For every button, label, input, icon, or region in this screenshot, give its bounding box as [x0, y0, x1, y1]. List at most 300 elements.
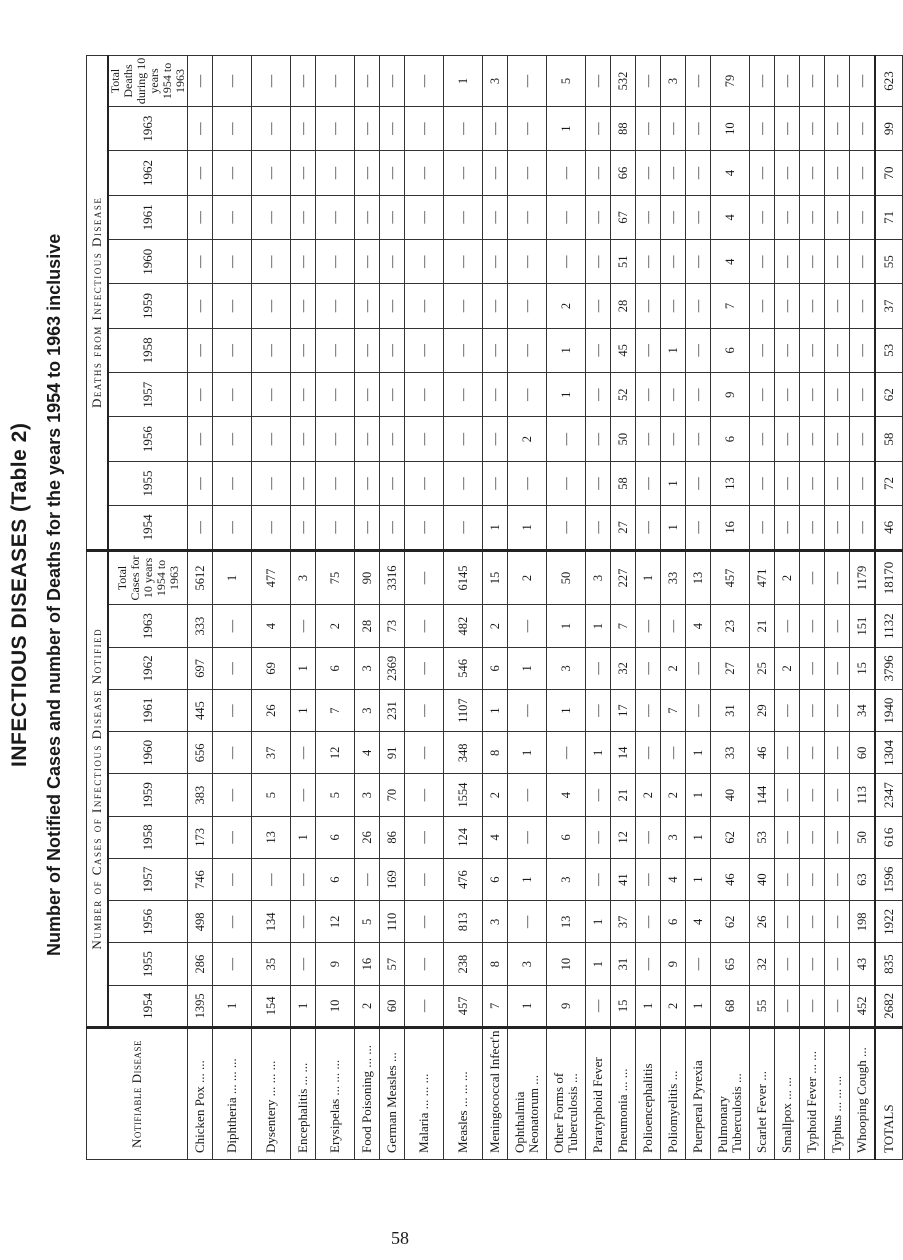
deaths-cell: 4: [711, 240, 750, 284]
table-row: [508, 56, 547, 1160]
deaths-cell: —: [686, 328, 711, 372]
total-cases-cell: 50: [547, 550, 586, 605]
cases-cell: 37: [611, 901, 636, 943]
disease-name: Typhoid Fever ... ...: [800, 1027, 825, 1159]
deaths-cell: —: [508, 106, 547, 150]
deaths-cell: —: [636, 106, 661, 150]
cases-cell: —: [800, 943, 825, 985]
deaths-cell: —: [213, 328, 252, 372]
deaths-cell: —: [825, 151, 850, 195]
deaths-cell: —: [405, 506, 444, 550]
deaths-cell: —: [483, 195, 508, 239]
cases-cell: 1: [686, 816, 711, 858]
cases-cell: —: [291, 605, 316, 647]
table-row: [825, 56, 850, 1160]
total-deaths-cell: 3: [661, 56, 686, 107]
cases-cell: 1: [586, 732, 611, 774]
deaths-cell: —: [750, 240, 775, 284]
totals-deaths-cell: 71: [875, 195, 903, 239]
cases-cell: —: [800, 732, 825, 774]
cases-cell: 2: [661, 647, 686, 689]
deaths-cell: —: [444, 506, 483, 550]
deaths-cell: —: [775, 106, 800, 150]
deaths-cell: —: [355, 284, 380, 328]
deaths-cell: —: [686, 240, 711, 284]
deaths-cell: —: [825, 328, 850, 372]
deaths-cell: —: [508, 284, 547, 328]
cases-cell: 1: [547, 605, 586, 647]
table-row: [661, 56, 686, 1160]
total-deaths-cell: 5: [547, 56, 586, 107]
deaths-cell: —: [355, 506, 380, 550]
deaths-cell: 58: [611, 461, 636, 505]
cases-cell: 12: [611, 816, 636, 858]
header-deaths-year: 1958: [108, 328, 188, 372]
deaths-cell: —: [800, 417, 825, 461]
total-deaths-cell: 79: [711, 56, 750, 107]
deaths-cell: —: [213, 284, 252, 328]
cases-cell: —: [825, 732, 850, 774]
totals-deaths-cell: 46: [875, 506, 903, 550]
cases-cell: —: [825, 943, 850, 985]
deaths-cell: —: [213, 506, 252, 550]
deaths-cell: —: [405, 373, 444, 417]
cases-cell: 348: [444, 732, 483, 774]
deaths-cell: —: [686, 461, 711, 505]
cases-cell: —: [586, 774, 611, 816]
cases-cell: —: [213, 732, 252, 774]
cases-cell: 10: [316, 985, 355, 1027]
header-cases-year: 1963: [108, 605, 188, 647]
cases-cell: 2: [483, 774, 508, 816]
cases-cell: —: [775, 689, 800, 731]
deaths-cell: —: [252, 284, 291, 328]
deaths-cell: 2: [547, 284, 586, 328]
header-total-cases: Total Cases for 10 years 1954 to 1963: [108, 550, 188, 605]
cases-cell: 1: [586, 943, 611, 985]
deaths-cell: —: [316, 284, 355, 328]
table-row: [213, 56, 252, 1160]
deaths-cell: —: [188, 195, 213, 239]
cases-cell: —: [291, 901, 316, 943]
total-cases-cell: 5612: [188, 550, 213, 605]
cases-cell: —: [800, 647, 825, 689]
deaths-cell: —: [775, 417, 800, 461]
table-row: [636, 56, 661, 1160]
deaths-cell: —: [661, 106, 686, 150]
cases-cell: —: [586, 689, 611, 731]
deaths-cell: 67: [611, 195, 636, 239]
deaths-cell: —: [405, 240, 444, 284]
deaths-cell: 1: [508, 506, 547, 550]
deaths-cell: —: [825, 195, 850, 239]
deaths-cell: —: [825, 106, 850, 150]
cases-cell: 5: [252, 774, 291, 816]
header-deaths-year: 1955: [108, 461, 188, 505]
cases-cell: 1: [636, 985, 661, 1027]
totals-cases-cell: 616: [875, 816, 903, 858]
cases-cell: —: [825, 985, 850, 1027]
deaths-cell: —: [636, 461, 661, 505]
disease-name: Paratyphoid Fever: [586, 1027, 611, 1159]
disease-name: Erysipelas ... ... ...: [316, 1027, 355, 1159]
header-total-deaths: Total Deaths during 10 years 1954 to 1963: [108, 56, 188, 107]
cases-cell: 2: [483, 605, 508, 647]
deaths-cell: 9: [711, 373, 750, 417]
header-cases-year: 1955: [108, 943, 188, 985]
total-cases-cell: 33: [661, 550, 686, 605]
deaths-cell: —: [252, 195, 291, 239]
header-deaths-year: 1956: [108, 417, 188, 461]
deaths-cell: —: [547, 461, 586, 505]
cases-cell: 37: [252, 732, 291, 774]
cases-cell: 154: [252, 985, 291, 1027]
cases-cell: 198: [850, 901, 876, 943]
cases-cell: —: [775, 985, 800, 1027]
totals-deaths-cell: 58: [875, 417, 903, 461]
deaths-cell: —: [444, 195, 483, 239]
cases-cell: 1: [508, 732, 547, 774]
deaths-cell: —: [188, 284, 213, 328]
table-row: [547, 56, 586, 1160]
deaths-cell: 1: [547, 373, 586, 417]
deaths-cell: —: [586, 328, 611, 372]
deaths-cell: —: [686, 284, 711, 328]
deaths-cell: —: [636, 417, 661, 461]
header-cases-year: 1957: [108, 858, 188, 900]
deaths-cell: —: [355, 195, 380, 239]
disease-name: Meningococcal Infect'n: [483, 1027, 508, 1159]
deaths-cell: —: [380, 506, 405, 550]
cases-cell: —: [586, 647, 611, 689]
deaths-cell: —: [188, 417, 213, 461]
deaths-cell: —: [291, 461, 316, 505]
disease-name: Food Poisoning ... ...: [355, 1027, 380, 1159]
cases-cell: 1: [686, 985, 711, 1027]
cases-cell: —: [686, 647, 711, 689]
deaths-cell: —: [750, 195, 775, 239]
cases-cell: 3: [355, 647, 380, 689]
deaths-cell: —: [316, 461, 355, 505]
deaths-cell: —: [213, 106, 252, 150]
deaths-cell: 66: [611, 151, 636, 195]
deaths-cell: —: [405, 417, 444, 461]
deaths-cell: —: [213, 240, 252, 284]
total-deaths-cell: —: [291, 56, 316, 107]
deaths-cell: —: [661, 417, 686, 461]
cases-cell: 697: [188, 647, 213, 689]
cases-cell: 3: [355, 774, 380, 816]
cases-cell: —: [636, 605, 661, 647]
deaths-cell: —: [316, 417, 355, 461]
deaths-cell: —: [825, 506, 850, 550]
totals-row: [875, 56, 903, 1160]
table-row: [355, 56, 380, 1160]
cases-cell: 1: [686, 774, 711, 816]
deaths-cell: —: [636, 195, 661, 239]
table-row: [686, 56, 711, 1160]
cases-cell: —: [636, 647, 661, 689]
deaths-cell: —: [483, 151, 508, 195]
disease-name: Pulmonary Tuberculosis ...: [711, 1027, 750, 1159]
cases-cell: 9: [316, 943, 355, 985]
disease-name: Pneumonia ... ...: [611, 1027, 636, 1159]
deaths-cell: —: [213, 195, 252, 239]
cases-cell: 60: [850, 732, 876, 774]
deaths-cell: —: [380, 240, 405, 284]
cases-cell: 35: [252, 943, 291, 985]
total-deaths-cell: —: [316, 56, 355, 107]
page-subtitle: Number of Notified Cases and number of Deaths for the years 1954 to 1963 inclusive: [44, 233, 64, 957]
table-row: [711, 56, 750, 1160]
totals-cases-cell: 2682: [875, 985, 903, 1027]
cases-cell: 1: [586, 901, 611, 943]
deaths-cell: —: [252, 151, 291, 195]
totals-deaths-cell: 99: [875, 106, 903, 150]
cases-cell: 5: [355, 901, 380, 943]
cases-cell: 482: [444, 605, 483, 647]
cases-cell: —: [291, 943, 316, 985]
cases-cell: —: [213, 816, 252, 858]
cases-cell: 46: [711, 858, 750, 900]
cases-cell: —: [213, 774, 252, 816]
deaths-cell: —: [508, 195, 547, 239]
deaths-cell: —: [355, 106, 380, 150]
total-cases-cell: 457: [711, 550, 750, 605]
table-row: [380, 56, 405, 1160]
deaths-cell: —: [586, 106, 611, 150]
deaths-cell: 4: [711, 195, 750, 239]
deaths-cell: —: [213, 373, 252, 417]
deaths-cell: 6: [711, 417, 750, 461]
cases-cell: 12: [316, 732, 355, 774]
cases-cell: —: [636, 901, 661, 943]
cases-cell: 1554: [444, 774, 483, 816]
deaths-cell: —: [686, 417, 711, 461]
cases-cell: —: [800, 985, 825, 1027]
header-cases-year: 1961: [108, 689, 188, 731]
deaths-cell: —: [547, 195, 586, 239]
deaths-cell: —: [380, 151, 405, 195]
cases-cell: —: [213, 605, 252, 647]
cases-cell: —: [405, 858, 444, 900]
cases-cell: 1395: [188, 985, 213, 1027]
header-notifiable-disease: Notifiable Disease: [87, 1027, 188, 1159]
deaths-cell: —: [586, 151, 611, 195]
disease-name: Dysentery ... ... ...: [252, 1027, 291, 1159]
deaths-cell: —: [291, 240, 316, 284]
cases-cell: —: [775, 858, 800, 900]
totals-deaths-cell: 53: [875, 328, 903, 372]
header-deaths-year: 1959: [108, 284, 188, 328]
cases-cell: 13: [252, 816, 291, 858]
cases-cell: —: [661, 605, 686, 647]
total-cases-cell: 471: [750, 550, 775, 605]
deaths-cell: —: [686, 506, 711, 550]
cases-cell: 4: [355, 732, 380, 774]
cases-cell: 113: [850, 774, 876, 816]
disease-name: Scarlet Fever ...: [750, 1027, 775, 1159]
cases-cell: —: [686, 943, 711, 985]
deaths-cell: —: [483, 240, 508, 284]
deaths-cell: —: [661, 195, 686, 239]
cases-cell: 50: [850, 816, 876, 858]
header-cases-year: 1960: [108, 732, 188, 774]
deaths-cell: —: [825, 284, 850, 328]
total-cases-cell: —: [405, 550, 444, 605]
deaths-cell: 50: [611, 417, 636, 461]
cases-cell: 5: [316, 774, 355, 816]
cases-cell: —: [213, 858, 252, 900]
deaths-cell: —: [750, 417, 775, 461]
cases-cell: —: [800, 901, 825, 943]
deaths-cell: —: [355, 328, 380, 372]
deaths-cell: 1: [547, 106, 586, 150]
deaths-cell: —: [483, 417, 508, 461]
deaths-cell: —: [291, 106, 316, 150]
deaths-cell: —: [188, 461, 213, 505]
total-deaths-cell: —: [850, 56, 876, 107]
cases-cell: 21: [611, 774, 636, 816]
disease-name: Puerperal Pyrexia: [686, 1027, 711, 1159]
deaths-cell: —: [316, 195, 355, 239]
cases-cell: —: [775, 816, 800, 858]
cases-cell: 43: [850, 943, 876, 985]
cases-cell: —: [686, 689, 711, 731]
deaths-cell: —: [405, 328, 444, 372]
deaths-cell: —: [483, 328, 508, 372]
deaths-cell: —: [355, 151, 380, 195]
deaths-cell: —: [661, 373, 686, 417]
deaths-cell: —: [586, 240, 611, 284]
cases-cell: 498: [188, 901, 213, 943]
cases-cell: 151: [850, 605, 876, 647]
cases-cell: 2: [661, 774, 686, 816]
deaths-cell: —: [188, 373, 213, 417]
deaths-cell: —: [405, 151, 444, 195]
totals-deaths-cell: 70: [875, 151, 903, 195]
header-cases-year: 1962: [108, 647, 188, 689]
deaths-cell: —: [586, 506, 611, 550]
cases-cell: 55: [750, 985, 775, 1027]
cases-cell: —: [825, 858, 850, 900]
deaths-cell: —: [444, 240, 483, 284]
disease-name: Encephalitis ... ...: [291, 1027, 316, 1159]
year-header-row: [108, 56, 188, 1160]
table-row: [750, 56, 775, 1160]
deaths-cell: —: [850, 240, 876, 284]
totals-cases-cell: 1132: [875, 605, 903, 647]
cases-cell: 1: [508, 985, 547, 1027]
cases-cell: 2: [636, 774, 661, 816]
cases-cell: 31: [611, 943, 636, 985]
cases-cell: 12: [316, 901, 355, 943]
deaths-cell: —: [355, 240, 380, 284]
cases-cell: 4: [661, 858, 686, 900]
cases-cell: —: [508, 816, 547, 858]
cases-cell: —: [508, 605, 547, 647]
table-row: [316, 56, 355, 1160]
disease-name: Other Forms of Tuberculosis ...: [547, 1027, 586, 1159]
cases-cell: 8: [483, 943, 508, 985]
deaths-cell: —: [636, 151, 661, 195]
cases-cell: —: [775, 943, 800, 985]
totals-deaths-cell: 72: [875, 461, 903, 505]
cases-cell: —: [800, 774, 825, 816]
deaths-cell: —: [444, 373, 483, 417]
total-deaths-cell: 532: [611, 56, 636, 107]
deaths-cell: —: [825, 373, 850, 417]
cases-cell: —: [547, 732, 586, 774]
header-cases-year: 1958: [108, 816, 188, 858]
cases-cell: —: [405, 943, 444, 985]
cases-cell: 86: [380, 816, 405, 858]
deaths-cell: —: [291, 328, 316, 372]
cases-cell: —: [355, 858, 380, 900]
deaths-cell: —: [380, 461, 405, 505]
totals-cases-cell: 1304: [875, 732, 903, 774]
cases-cell: 3: [547, 647, 586, 689]
table-row: [483, 56, 508, 1160]
cases-cell: —: [508, 901, 547, 943]
cases-cell: 21: [750, 605, 775, 647]
cases-cell: —: [405, 901, 444, 943]
disease-name: Whooping Cough ...: [850, 1027, 876, 1159]
cases-cell: 813: [444, 901, 483, 943]
cases-cell: —: [825, 605, 850, 647]
cases-cell: 46: [750, 732, 775, 774]
cases-cell: 9: [661, 943, 686, 985]
cases-cell: —: [405, 605, 444, 647]
cases-cell: —: [213, 943, 252, 985]
total-deaths-cell: —: [586, 56, 611, 107]
cases-cell: 16: [355, 943, 380, 985]
totals-deaths-cell: 55: [875, 240, 903, 284]
disease-name: Chicken Pox ... ...: [188, 1027, 213, 1159]
cases-cell: —: [800, 816, 825, 858]
deaths-cell: 10: [711, 106, 750, 150]
deaths-cell: 88: [611, 106, 636, 150]
cases-cell: 15: [850, 647, 876, 689]
deaths-cell: —: [636, 373, 661, 417]
header-deaths-year: 1962: [108, 151, 188, 195]
header-cases-year: 1959: [108, 774, 188, 816]
deaths-cell: —: [316, 506, 355, 550]
total-cases-cell: 3: [291, 550, 316, 605]
cases-cell: —: [775, 901, 800, 943]
deaths-cell: —: [636, 240, 661, 284]
cases-cell: 65: [711, 943, 750, 985]
cases-cell: 6: [316, 816, 355, 858]
cases-cell: 6: [547, 816, 586, 858]
deaths-cell: —: [775, 240, 800, 284]
deaths-cell: —: [775, 373, 800, 417]
deaths-cell: —: [291, 373, 316, 417]
cases-cell: 9: [547, 985, 586, 1027]
deaths-cell: —: [636, 328, 661, 372]
total-deaths-cell: —: [800, 56, 825, 107]
total-deaths-cell: —: [508, 56, 547, 107]
deaths-cell: —: [686, 106, 711, 150]
cases-cell: 2369: [380, 647, 405, 689]
deaths-cell: —: [800, 284, 825, 328]
deaths-cell: —: [586, 373, 611, 417]
cases-cell: 1: [686, 732, 711, 774]
cases-cell: 1: [291, 985, 316, 1027]
deaths-cell: —: [800, 195, 825, 239]
table-row: [800, 56, 825, 1160]
cases-cell: —: [775, 605, 800, 647]
